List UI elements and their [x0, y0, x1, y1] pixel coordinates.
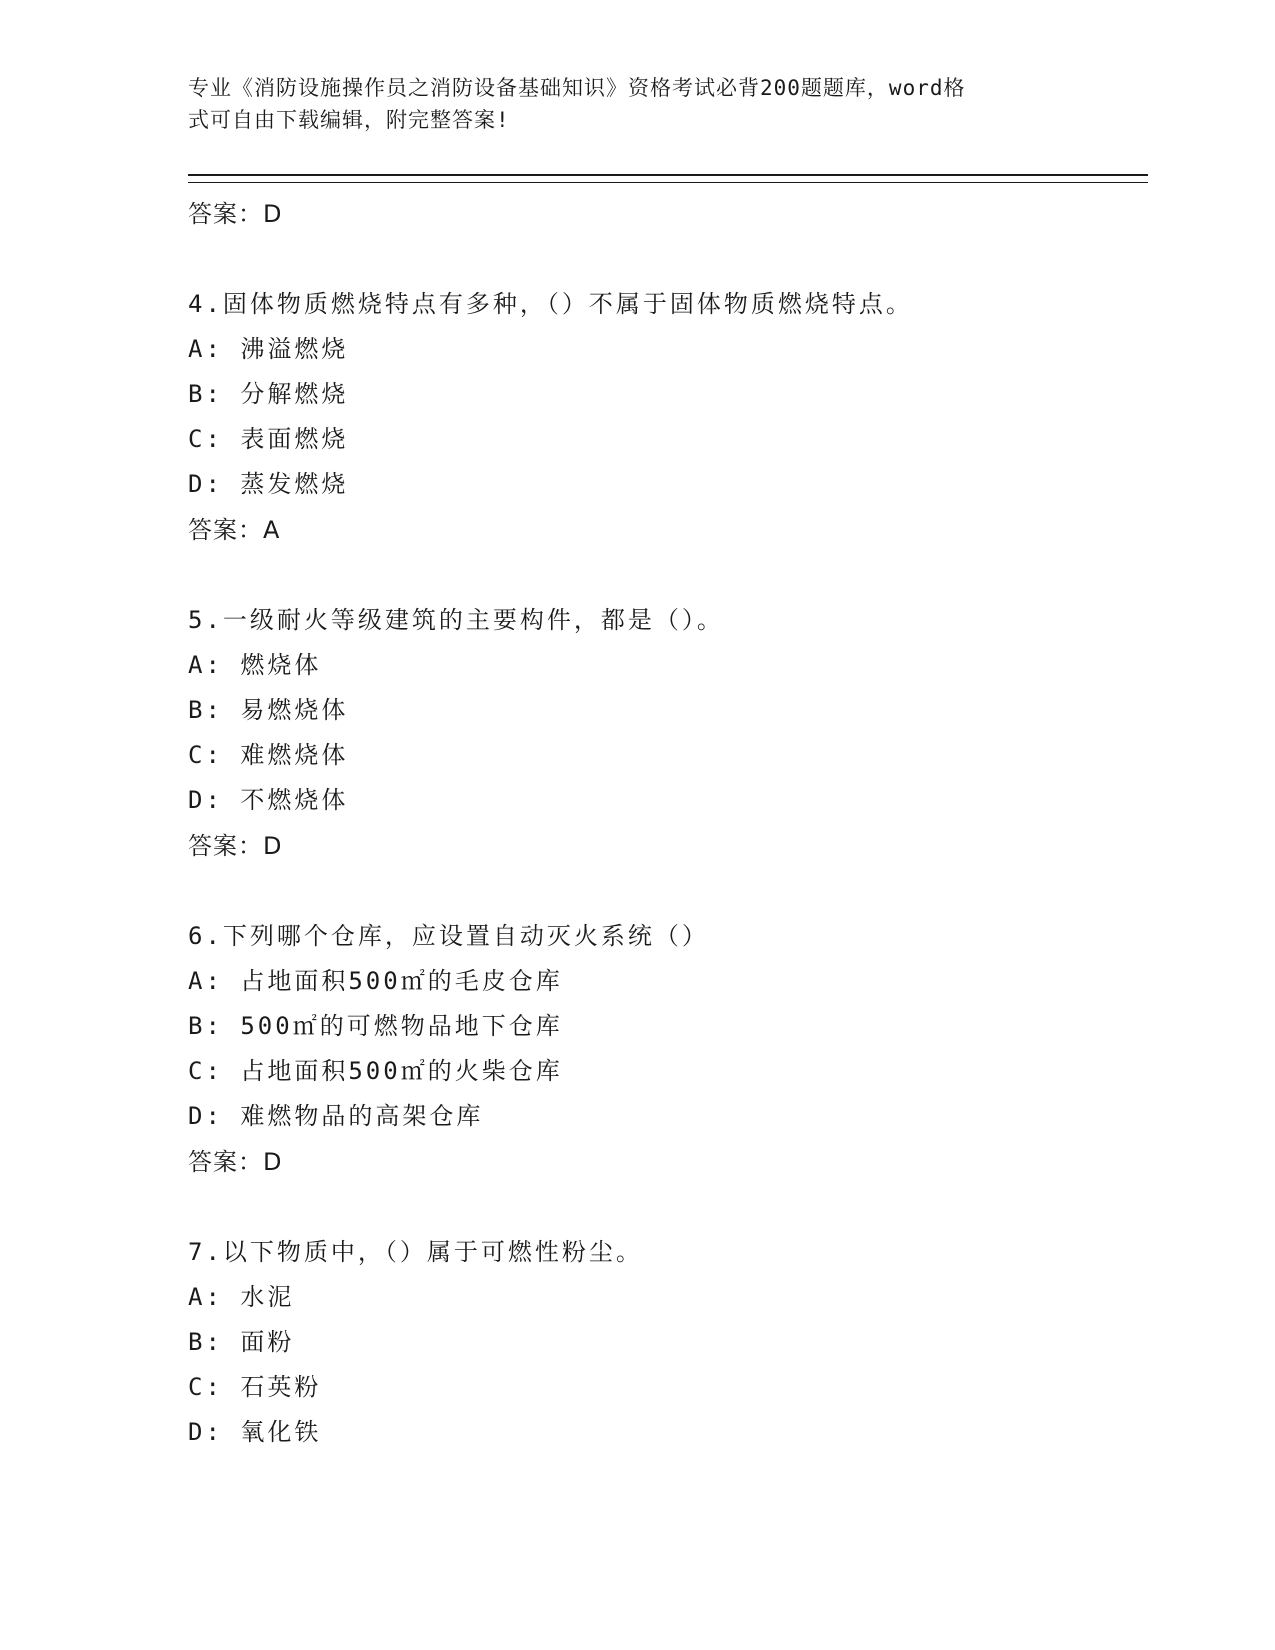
option-d: D: 氧化铁 [188, 1418, 322, 1446]
header-divider [188, 174, 1148, 183]
option-a: A: 沸溢燃烧 [188, 335, 349, 363]
option-d: D: 蒸发燃烧 [188, 470, 349, 498]
answer-line: 答案：D [188, 200, 283, 228]
question-7 [188, 1229, 1148, 1455]
answer-line: 答案：D [188, 1148, 283, 1176]
option-d: D: 不燃烧体 [188, 786, 349, 814]
option-a: A: 燃烧体 [188, 651, 322, 679]
document-page [188, 72, 1148, 1455]
question-stem: 6.下列哪个仓库，应设置自动灭火系统（） [188, 922, 709, 950]
option-c: C: 表面燃烧 [188, 425, 349, 453]
answer-line: 答案：D [188, 832, 283, 860]
option-a: A: 占地面积500㎡的毛皮仓库 [188, 967, 563, 995]
answer-line: 答案：A [188, 516, 281, 544]
option-b: B: 500㎡的可燃物品地下仓库 [188, 1012, 563, 1040]
option-c: C: 难燃烧体 [188, 741, 349, 769]
question-stem: 7.以下物质中，（）属于可燃性粉尘。 [188, 1238, 643, 1266]
question-4 [188, 281, 1148, 553]
question-6 [188, 913, 1148, 1185]
option-b: B: 易燃烧体 [188, 696, 349, 724]
option-b: B: 面粉 [188, 1328, 295, 1356]
question-5 [188, 597, 1148, 869]
option-c: C: 石英粉 [188, 1373, 322, 1401]
option-a: A: 水泥 [188, 1283, 295, 1311]
header-line-2: 式可自由下载编辑，附完整答案! [188, 108, 510, 132]
option-c: C: 占地面积500㎡的火柴仓库 [188, 1057, 563, 1085]
option-d: D: 难燃物品的高架仓库 [188, 1102, 484, 1130]
option-b: B: 分解燃烧 [188, 380, 349, 408]
question-stem: 5.一级耐火等级建筑的主要构件，都是（）。 [188, 606, 724, 634]
question-stem: 4.固体物质燃烧特点有多种，（）不属于固体物质燃烧特点。 [188, 290, 913, 318]
document-header [188, 72, 1048, 136]
header-line-1: 专业《消防设施操作员之消防设备基础知识》资格考试必背200题题库，word格 [188, 76, 966, 100]
